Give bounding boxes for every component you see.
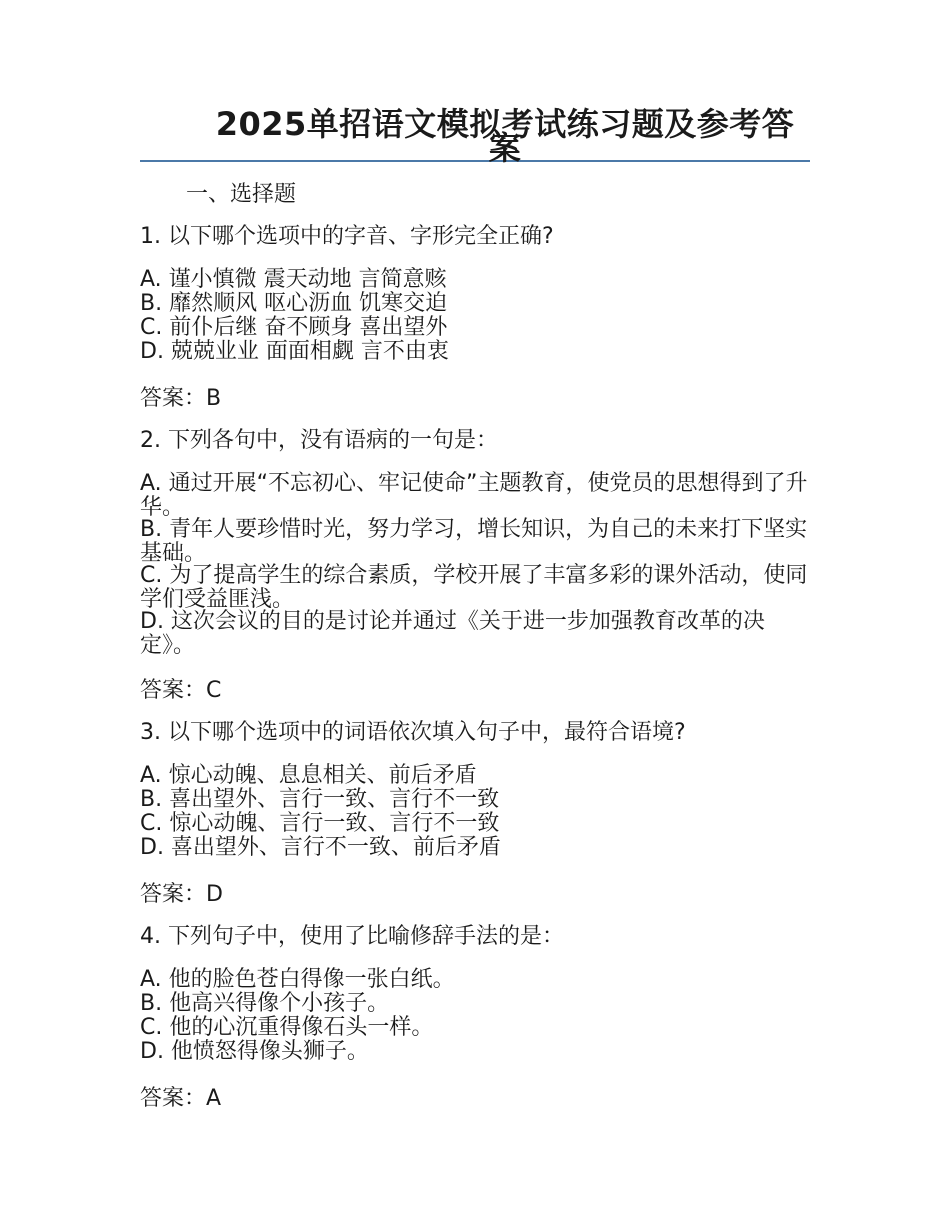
question-stem: 3. 以下哪个选项中的词语依次填入句子中，最符合语境? (140, 720, 686, 745)
options-list (140, 968, 810, 1064)
question-2 (140, 426, 810, 706)
answer-text: 答案：C (140, 678, 222, 703)
option-c: C. 前仆后继 奋不顾身 喜出望外 (140, 315, 448, 340)
option-a: A. 通过开展“不忘初心、牢记使命”主题教育，使党员的思想得到了升华。 (140, 471, 808, 520)
option-b: B. 他高兴得像个小孩子。 (140, 991, 390, 1016)
options-list (140, 472, 810, 658)
option-b: B. 靡然顺风 呕心沥血 饥寒交迫 (140, 291, 448, 316)
question-3 (140, 718, 810, 910)
answer-text: 答案：B (140, 386, 222, 411)
answer-text: 答案：A (140, 1086, 222, 1111)
option-a: A. 惊心动魄、息息相关、前后矛盾 (140, 763, 477, 788)
option-c: C. 为了提高学生的综合素质，学校开展了丰富多彩的课外活动，使同学们受益匪浅。 (140, 563, 808, 612)
question-stem: 4. 下列句子中，使用了比喻修辞手法的是： (140, 924, 564, 949)
option-d: D. 喜出望外、言行不一致、前后矛盾 (140, 835, 501, 860)
document-title: 2025单招语文模拟考试练习题及参考答案 (215, 105, 795, 167)
option-c: C. 他的心沉重得像石头一样。 (140, 1015, 434, 1040)
option-b: B. 喜出望外、言行一致、言行不一致 (140, 787, 500, 812)
document-page (140, 100, 810, 1126)
option-d: D. 他愤怒得像头狮子。 (140, 1039, 369, 1064)
options-list (140, 268, 810, 364)
options-list (140, 764, 810, 860)
option-d: D. 这次会议的目的是讨论并通过《关于进一步加强教育改革的决定》。 (140, 609, 765, 658)
option-a: A. 他的脸色苍白得像一张白纸。 (140, 967, 455, 992)
answer-text: 答案：D (140, 882, 223, 907)
option-c: C. 惊心动魄、言行一致、言行不一致 (140, 811, 500, 836)
question-4 (140, 922, 810, 1114)
question-stem: 2. 下列各句中，没有语病的一句是： (140, 428, 498, 453)
question-1 (140, 222, 810, 414)
section-heading: 一、选择题 (186, 182, 297, 207)
option-a: A. 谨小慎微 震天动地 言简意赅 (140, 267, 447, 292)
option-b: B. 青年人要珍惜时光，努力学习，增长知识，为自己的未来打下坚实基础。 (140, 517, 808, 566)
question-stem: 1. 以下哪个选项中的字音、字形完全正确? (140, 224, 554, 249)
option-d: D. 兢兢业业 面面相觑 言不由衷 (140, 339, 449, 364)
title-divider (140, 160, 810, 162)
